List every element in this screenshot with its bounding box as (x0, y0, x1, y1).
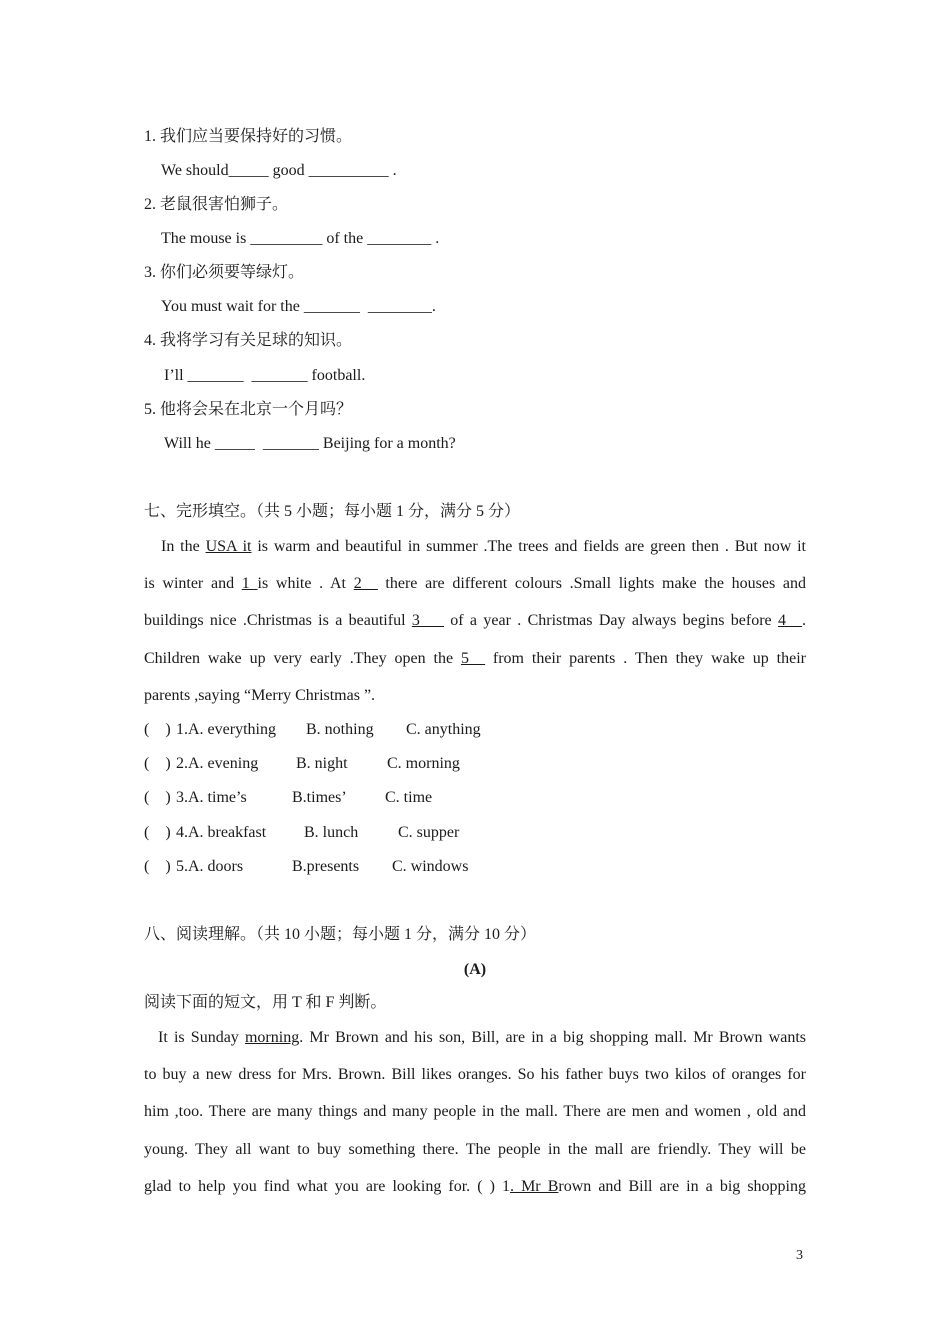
option-c: C. time (385, 789, 433, 806)
translation-item-4-english: I’ll _______ _______ football. (164, 367, 366, 384)
cloze-blank-2: 2__ (353, 575, 378, 592)
reading-paragraph-line-2: to buy a new dress for Mrs. Brown. Bill likes oranges. So his father buys two kilos of oranges for (144, 1066, 806, 1083)
translation-item-1-english: We should_____ good __________ . (161, 162, 397, 179)
cloze-blank-3: 3___ (411, 612, 444, 629)
answer-bracket[interactable]: ( ) (144, 755, 171, 772)
translation-item-2-chinese: 2. 老鼠很害怕狮子。 (144, 196, 289, 213)
page-number: 3 (796, 1248, 803, 1263)
reading-paragraph-line-1: It is Sunday morning. Mr Brown and his son, Bill, are in a big shopping mall. Mr Brown wants (158, 1029, 806, 1046)
option-a: 1.A. everything (176, 721, 276, 738)
option-c: C. anything (406, 721, 481, 738)
option-c: C. windows (392, 858, 469, 875)
reading-heading: 八、阅读理解。（共 10 小题；每小题 1 分，满分 10 分） (144, 926, 537, 943)
reading-paragraph-line-5: glad to help you find what you are looking for. ( ) 1. Mr Brown and Bill are in a big shopping (144, 1178, 806, 1195)
reading-instruction: 阅读下面的短文，用 T 和 F 判断。 (144, 994, 387, 1011)
option-a: 5.A. doors (176, 858, 244, 875)
option-b: B.times’ (292, 789, 347, 806)
translation-item-5-english: Will he _____ _______ Beijing for a month? (164, 435, 456, 452)
cloze-blank-5: 5__ (460, 650, 485, 667)
cloze-paragraph-line-5: parents ,saying “Merry Christmas ”. (144, 687, 376, 704)
option-a: 4.A. breakfast (176, 824, 267, 841)
cloze-paragraph-line-2: is winter and 1 is white . At 2__ there are different colours .Small lights make the houses and (144, 575, 807, 592)
reading-underline-mr-brown: . Mr B (510, 1178, 559, 1195)
translation-item-1-chinese: 1. 我们应当要保持好的习惯。 (144, 128, 353, 145)
reading-paragraph-line-3: him ,too. There are many things and many people in the mall. There are men and women , old and (144, 1103, 806, 1120)
cloze-paragraph-line-4: Children wake up very early .They open the 5__ from their parents . Then they wake up their (144, 650, 806, 667)
option-a: 3.A. time’s (176, 789, 247, 806)
answer-bracket[interactable]: ( ) (144, 824, 171, 841)
answer-bracket[interactable]: ( ) (144, 858, 171, 875)
cloze-paragraph-line-1: In the USA it is warm and beautiful in summer .The trees and fields are green then . But now it (161, 538, 806, 555)
answer-bracket[interactable]: ( ) (144, 721, 171, 738)
option-c: C. morning (387, 755, 460, 772)
translation-item-3-chinese: 3. 你们必须要等绿灯。 (144, 264, 305, 281)
cloze-heading: 七、完形填空。（共 5 小题；每小题 1 分，满分 5 分） (144, 503, 521, 520)
reading-section-label: (A) (463, 961, 487, 978)
translation-item-5-chinese: 5. 他将会呆在北京一个月吗？ (144, 401, 353, 418)
reading-paragraph-line-4: young. They all want to buy something there. The people in the mall are friendly. They will be (144, 1141, 806, 1158)
option-c: C. supper (398, 824, 460, 841)
option-a: 2.A. evening (176, 755, 259, 772)
cloze-blank-4: 4__ (778, 612, 802, 629)
translation-item-3-english: You must wait for the _______ ________. (161, 298, 436, 315)
option-b: B.presents (292, 858, 360, 875)
reading-underline-morning: morning (244, 1029, 300, 1046)
cloze-underline-usa: USA it (205, 538, 252, 555)
cloze-paragraph-line-3: buildings nice .Christmas is a beautiful 3___ of a year . Christmas Day always begins before 4__. (144, 612, 806, 629)
translation-item-4-chinese: 4. 我将学习有关足球的知识。 (144, 332, 353, 349)
translation-item-2-english: The mouse is _________ of the ________ . (161, 230, 440, 247)
cloze-blank-1: 1 (241, 575, 258, 592)
option-b: B. night (296, 755, 348, 772)
option-b: B. nothing (306, 721, 374, 738)
option-b: B. lunch (304, 824, 359, 841)
answer-bracket[interactable]: ( ) (144, 789, 171, 806)
